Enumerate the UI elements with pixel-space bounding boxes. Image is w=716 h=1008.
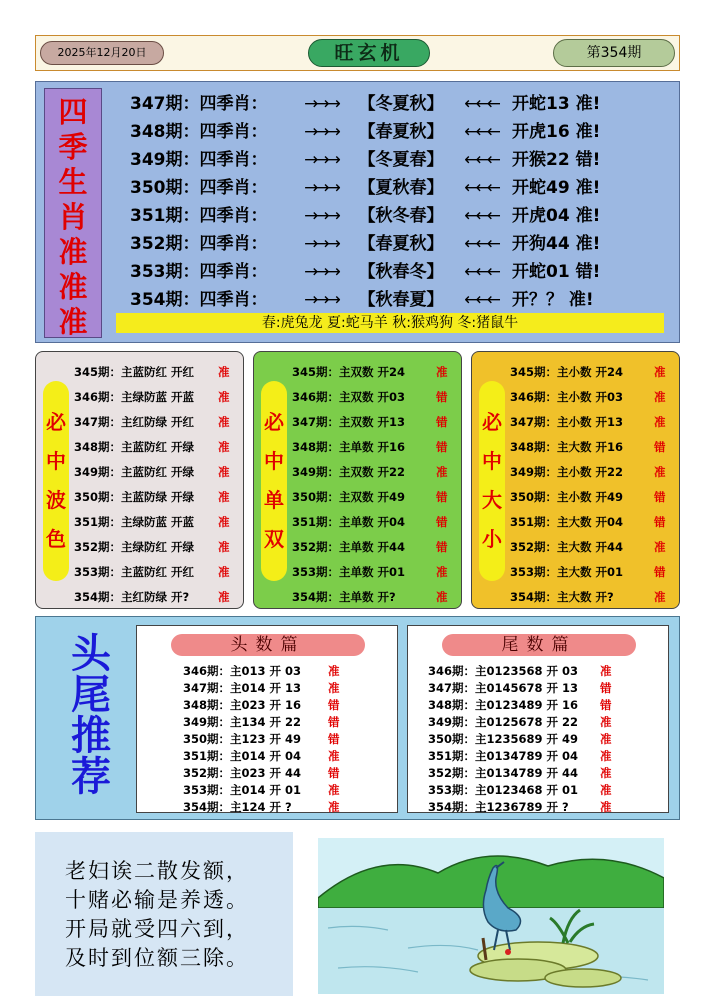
title-char: 小 [482, 527, 502, 551]
prediction-text: 346期：主双数 开03 [292, 390, 406, 404]
prediction-text: 346期：主绿防蓝 开蓝 [74, 390, 195, 404]
result-mark: 错 [654, 565, 666, 579]
result-mark: 错 [436, 390, 448, 404]
result-mark: 错 [654, 515, 666, 529]
prediction-text: 353期：主014 开 01 [183, 783, 302, 797]
result-mark: 准 [600, 749, 612, 763]
period-label: 353期：四季肖： [130, 262, 268, 282]
title-char: 生 [58, 165, 88, 199]
prediction-text: 347期：主红防绿 开红 [74, 415, 195, 429]
left-arrow-icon: ←←← [464, 150, 498, 170]
draw-result: 开狗44 准! [512, 234, 601, 254]
prediction-text: 348期：主单数 开16 [292, 440, 406, 454]
prediction-text: 351期：主单数 开04 [292, 515, 406, 529]
list-item [183, 782, 431, 799]
prediction-text: 352期：主0134789 开 44 [428, 766, 579, 780]
list-item [292, 410, 462, 435]
result-mark: 准 [218, 515, 230, 529]
season-section-title [44, 88, 102, 338]
wave-color-panel [35, 351, 244, 609]
result-mark: 准 [218, 590, 230, 604]
list-item [510, 535, 680, 560]
list-item [183, 765, 431, 782]
result-mark: 准 [600, 715, 612, 729]
list-item [74, 385, 244, 410]
list-item [74, 435, 244, 460]
list-item [183, 714, 431, 731]
list-item [74, 510, 244, 535]
result-mark: 准 [328, 749, 340, 763]
title-char: 色 [46, 527, 66, 551]
prediction-text: 345期：主小数 开24 [510, 365, 624, 379]
result-mark: 错 [436, 540, 448, 554]
period-label: 354期：四季肖： [130, 290, 268, 310]
poem-line: 开局就受四六到， [65, 917, 249, 941]
prediction-text: 348期：主0123489 开 16 [428, 698, 579, 712]
list-item [510, 410, 680, 435]
season-row [130, 118, 670, 146]
title-char: 波 [46, 488, 66, 512]
result-mark: 准 [218, 440, 230, 454]
result-mark: 准 [600, 800, 612, 814]
season-pick: 【夏秋春】 [358, 178, 444, 198]
period-label: 347期：四季肖： [130, 94, 268, 114]
title-char: 肖 [58, 200, 88, 234]
list-item [183, 731, 431, 748]
card-title: 尾数篇 [442, 634, 636, 656]
title-char: 单 [264, 488, 284, 512]
list-item [428, 765, 676, 782]
list-item [428, 731, 676, 748]
prediction-text: 353期：主大数 开01 [510, 565, 624, 579]
big-small-panel [471, 351, 680, 609]
period-label: 350期：四季肖： [130, 178, 268, 198]
prediction-list [292, 360, 462, 610]
panel-title-badge [261, 381, 287, 581]
list-item [292, 485, 462, 510]
prediction-text: 350期：主123 开 49 [183, 732, 302, 746]
prediction-text: 351期：主绿防蓝 开蓝 [74, 515, 195, 529]
season-pick: 【冬夏秋】 [358, 94, 444, 114]
result-mark: 准 [218, 490, 230, 504]
season-pick: 【冬夏春】 [358, 150, 444, 170]
season-row [130, 174, 670, 202]
list-item [183, 748, 431, 765]
list-item [292, 360, 462, 385]
result-mark: 准 [654, 365, 666, 379]
result-mark: 准 [436, 465, 448, 479]
list-item [510, 385, 680, 410]
left-arrow-icon: ←←← [464, 178, 498, 198]
right-arrow-icon: →→→ [304, 234, 338, 254]
result-mark: 准 [218, 565, 230, 579]
list-item [510, 435, 680, 460]
season-pick: 【秋春夏】 [358, 290, 444, 310]
result-mark: 准 [218, 415, 230, 429]
list-item [428, 799, 676, 816]
prediction-list [74, 360, 244, 610]
left-arrow-icon: ←←← [464, 290, 498, 310]
result-mark: 错 [436, 440, 448, 454]
season-pick: 【秋春冬】 [358, 262, 444, 282]
list-item [74, 460, 244, 485]
panel-title-badge [43, 381, 69, 581]
prediction-text: 348期：主蓝防红 开绿 [74, 440, 195, 454]
prediction-text: 354期：主红防绿 开? [74, 590, 190, 604]
season-legend: 春:虎兔龙 夏:蛇马羊 秋:猴鸡狗 冬:猪鼠牛 [116, 313, 664, 333]
result-mark: 准 [600, 783, 612, 797]
head-tail-title [46, 630, 136, 800]
result-mark: 准 [328, 664, 340, 678]
draw-result: 开猴22 错! [512, 150, 601, 170]
title-char: 必 [264, 410, 284, 434]
result-mark: 准 [218, 465, 230, 479]
draw-result: 开蛇49 准! [512, 178, 601, 198]
title-char: 准 [58, 305, 88, 339]
result-mark: 准 [600, 664, 612, 678]
prediction-text: 346期：主013 开 03 [183, 664, 302, 678]
prediction-text: 351期：主0134789 开 04 [428, 749, 579, 763]
list-item [292, 585, 462, 610]
prediction-text: 345期：主双数 开24 [292, 365, 406, 379]
result-mark: 准 [436, 365, 448, 379]
prediction-text: 347期：主0145678 开 13 [428, 681, 579, 695]
result-mark: 准 [654, 390, 666, 404]
poem-line: 十赌必输是养透。 [65, 888, 249, 912]
poem-line: 老妇诶二散发额， [65, 859, 249, 883]
result-mark: 准 [436, 590, 448, 604]
list-item [510, 460, 680, 485]
prediction-text: 349期：主蓝防红 开绿 [74, 465, 195, 479]
season-row [130, 202, 670, 230]
result-mark: 错 [436, 515, 448, 529]
title-char: 季 [58, 130, 88, 164]
prediction-text: 351期：主大数 开04 [510, 515, 624, 529]
prediction-list [428, 663, 676, 816]
vertical-title [45, 89, 101, 340]
poem-text [65, 857, 285, 973]
list-item [292, 510, 462, 535]
list-item [74, 410, 244, 435]
list-item [428, 748, 676, 765]
left-arrow-icon: ←←← [464, 234, 498, 254]
prediction-text: 354期：主单数 开? [292, 590, 396, 604]
result-mark: 错 [436, 490, 448, 504]
head-tail-section [35, 616, 680, 820]
list-item [183, 799, 431, 816]
title-char: 中 [264, 449, 284, 473]
prediction-text: 350期：主1235689 开 49 [428, 732, 579, 746]
result-mark: 准 [654, 590, 666, 604]
result-mark: 错 [436, 415, 448, 429]
result-mark: 准 [218, 365, 230, 379]
prediction-text: 354期：主124 开 ? [183, 800, 292, 814]
list-item [292, 385, 462, 410]
season-row [130, 146, 670, 174]
list-item [510, 360, 680, 385]
title-char: 准 [58, 235, 88, 269]
left-arrow-icon: ←←← [464, 122, 498, 142]
period-label: 348期：四季肖： [130, 122, 268, 142]
list-item [428, 680, 676, 697]
result-mark: 错 [600, 698, 612, 712]
left-arrow-icon: ←←← [464, 262, 498, 282]
draw-result: 开蛇01 错! [512, 262, 601, 282]
prediction-text: 353期：主蓝防红 开红 [74, 565, 195, 579]
title-char: 中 [46, 449, 66, 473]
title-char: 四 [58, 95, 88, 129]
season-zodiac-section [35, 81, 680, 343]
red-fruit [505, 949, 511, 955]
list-item [510, 510, 680, 535]
result-mark: 准 [218, 390, 230, 404]
prediction-text: 349期：主双数 开22 [292, 465, 406, 479]
season-row-list [130, 90, 670, 314]
prediction-text: 354期：主1236789 开 ? [428, 800, 569, 814]
result-mark: 准 [600, 732, 612, 746]
result-mark: 准 [654, 540, 666, 554]
prediction-text: 350期：主蓝防绿 开绿 [74, 490, 195, 504]
title-char: 大 [482, 488, 502, 512]
season-row [130, 90, 670, 118]
list-item [428, 663, 676, 680]
title-char: 尾 [71, 671, 111, 718]
list-item [74, 585, 244, 610]
prediction-list [183, 663, 431, 816]
result-mark: 准 [328, 681, 340, 695]
result-mark: 准 [600, 766, 612, 780]
prediction-text: 347期：主014 开 13 [183, 681, 302, 695]
right-arrow-icon: →→→ [304, 290, 338, 310]
period-label: 352期：四季肖： [130, 234, 268, 254]
prediction-text: 346期：主小数 开03 [510, 390, 624, 404]
list-item [292, 560, 462, 585]
prediction-text: 350期：主小数 开49 [510, 490, 624, 504]
prediction-text: 350期：主双数 开49 [292, 490, 406, 504]
prediction-text: 347期：主小数 开13 [510, 415, 624, 429]
issue-badge: 第354期 [553, 39, 675, 67]
crane-lake-illustration [318, 838, 664, 994]
list-item [74, 560, 244, 585]
result-mark: 准 [436, 565, 448, 579]
result-mark: 错 [654, 490, 666, 504]
right-arrow-icon: →→→ [304, 206, 338, 226]
prediction-text: 349期：主134 开 22 [183, 715, 302, 729]
list-item [428, 782, 676, 799]
list-item [183, 697, 431, 714]
prediction-text: 349期：主小数 开22 [510, 465, 624, 479]
draw-result: 开虎04 准! [512, 206, 601, 226]
result-mark: 错 [328, 698, 340, 712]
left-arrow-icon: ←←← [464, 206, 498, 226]
prediction-text: 352期：主大数 开44 [510, 540, 624, 554]
title-char: 头 [71, 630, 111, 677]
season-pick: 【春夏秋】 [358, 122, 444, 142]
season-row [130, 230, 670, 258]
prediction-text: 351期：主014 开 04 [183, 749, 302, 763]
title-char: 推 [71, 712, 111, 759]
result-mark: 错 [328, 766, 340, 780]
card-title: 头数篇 [171, 634, 365, 656]
prediction-text: 345期：主蓝防红 开红 [74, 365, 195, 379]
prediction-text: 352期：主023 开 44 [183, 766, 302, 780]
list-item [510, 585, 680, 610]
tail-number-card [407, 625, 669, 813]
result-mark: 准 [328, 800, 340, 814]
draw-result: 开？？ 准! [512, 290, 594, 310]
season-pick: 【春夏秋】 [358, 234, 444, 254]
title-char: 必 [482, 410, 502, 434]
right-arrow-icon: →→→ [304, 94, 338, 114]
prediction-text: 346期：主0123568 开 03 [428, 664, 579, 678]
prediction-text: 352期：主绿防红 开绿 [74, 540, 195, 554]
list-item [292, 535, 462, 560]
site-logo: 旺玄机 [308, 39, 430, 67]
result-mark: 错 [600, 681, 612, 695]
result-mark: 错 [654, 440, 666, 454]
draw-result: 开蛇13 准! [512, 94, 601, 114]
title-char: 准 [58, 270, 88, 304]
prediction-text: 352期：主单数 开44 [292, 540, 406, 554]
right-arrow-icon: →→→ [304, 150, 338, 170]
prediction-text: 354期：主大数 开? [510, 590, 614, 604]
result-mark: 错 [328, 715, 340, 729]
list-item [74, 360, 244, 385]
title-char: 荐 [71, 753, 111, 800]
title-char: 双 [264, 527, 284, 551]
list-item [292, 460, 462, 485]
result-mark: 准 [328, 783, 340, 797]
right-arrow-icon: →→→ [304, 178, 338, 198]
odd-even-panel [253, 351, 462, 609]
poem-line: 及时到位额三除。 [65, 946, 249, 970]
period-label: 349期：四季肖： [130, 150, 268, 170]
draw-result: 开虎16 准! [512, 122, 601, 142]
result-mark: 准 [654, 415, 666, 429]
list-item [292, 435, 462, 460]
list-item [428, 697, 676, 714]
prediction-text: 347期：主双数 开13 [292, 415, 406, 429]
prediction-text: 348期：主023 开 16 [183, 698, 302, 712]
poem-card [35, 832, 293, 996]
list-item [510, 485, 680, 510]
prediction-text: 353期：主0123468 开 01 [428, 783, 579, 797]
prediction-text: 353期：主单数 开01 [292, 565, 406, 579]
period-label: 351期：四季肖： [130, 206, 268, 226]
right-arrow-icon: →→→ [304, 262, 338, 282]
prediction-list [510, 360, 680, 610]
season-pick: 【秋冬春】 [358, 206, 444, 226]
rock-islet [545, 969, 621, 987]
title-char: 必 [46, 410, 66, 434]
list-item [183, 680, 431, 697]
title-char: 中 [482, 449, 502, 473]
season-row [130, 258, 670, 286]
list-item [510, 560, 680, 585]
prediction-text: 348期：主大数 开16 [510, 440, 624, 454]
head-number-card [136, 625, 398, 813]
list-item [428, 714, 676, 731]
list-item [74, 535, 244, 560]
prediction-text: 349期：主0125678 开 22 [428, 715, 579, 729]
date-badge: 2025年12月20日 [40, 41, 164, 65]
result-mark: 准 [218, 540, 230, 554]
header-bar [35, 35, 680, 71]
list-item [74, 485, 244, 510]
right-arrow-icon: →→→ [304, 122, 338, 142]
list-item [183, 663, 431, 680]
result-mark: 准 [654, 465, 666, 479]
result-mark: 错 [328, 732, 340, 746]
left-arrow-icon: ←←← [464, 94, 498, 114]
season-row [130, 286, 670, 314]
panel-title-badge [479, 381, 505, 581]
